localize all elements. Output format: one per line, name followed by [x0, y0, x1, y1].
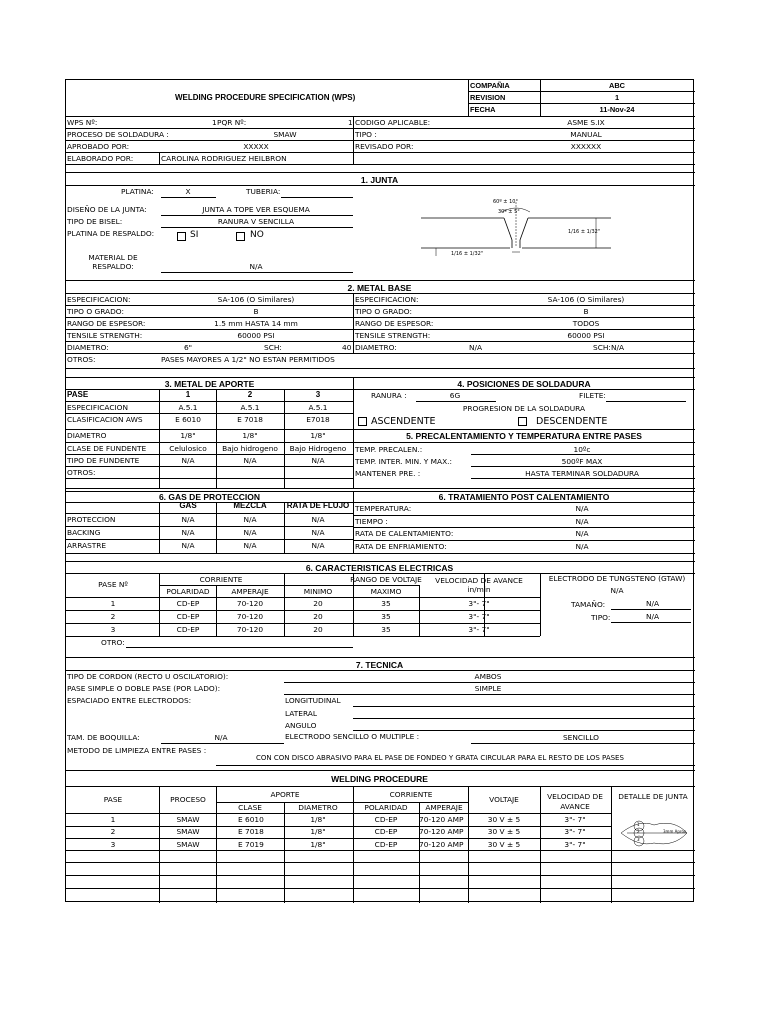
pwht-row-value: N/A: [575, 517, 589, 526]
proc-col-polarity: POLARIDAD: [364, 803, 408, 812]
gas-cell: N/A: [243, 528, 257, 537]
filler-cell: E 7018: [237, 415, 263, 424]
base-grade-value-1: B: [253, 307, 259, 316]
document-title: WELDING PROCEDURE SPECIFICATION (WPS): [175, 93, 356, 102]
pwht-row-value: N/A: [575, 529, 589, 538]
filler-pass-label: PASE: [67, 390, 89, 399]
pass-type-value: SIMPLE: [474, 684, 502, 693]
wps-sheet: [65, 79, 694, 902]
tungsten-label: ELECTRODO DE TUNGSTENO (GTAW): [548, 574, 686, 583]
proc-class: E 7019: [238, 840, 264, 849]
proc-speed: 3"- 7": [564, 840, 586, 849]
gas-cell: N/A: [243, 515, 257, 524]
proc-process: SMAW: [176, 840, 200, 849]
elec-polarity-label: POLARIDAD: [166, 587, 210, 596]
base-other-label: OTROS:: [67, 355, 96, 364]
detail-pass-1: 1: [637, 822, 640, 827]
elec-min-voltage: 20: [313, 599, 323, 608]
elec-pass: 2: [110, 612, 116, 621]
elec-polarity: CD-EP: [176, 599, 200, 608]
prepared-value: CAROLINA RODRIGUEZ HEILBRON: [161, 154, 287, 163]
proc-polarity: CD-EP: [374, 827, 398, 836]
joint-section-title: 1. JUNTA: [360, 175, 399, 185]
filler-cell: Bajo hidrogeno: [222, 444, 278, 453]
elec-min-label: MINIMO: [303, 587, 333, 596]
elec-max-label: MAXIMO: [370, 587, 402, 596]
proc-polarity: CD-EP: [374, 815, 398, 824]
tungsten-type-label: TIPO:: [591, 613, 611, 622]
nozzle-size-value: N/A: [214, 733, 228, 742]
elec-max-voltage: 35: [381, 599, 391, 608]
joint-design-value: JUNTA A TOPE VER ESQUEMA: [202, 205, 310, 214]
company-label: COMPAÑIA: [470, 81, 510, 90]
progression-label: PROGRESION DE LA SOLDADURA: [462, 404, 586, 413]
proc-amperage: 70-120 AMP: [419, 840, 464, 849]
electrode-count-value: SENCILLO: [562, 733, 600, 742]
elec-speed-label-1: VELOCIDAD DE AVANCE: [435, 576, 523, 585]
pqr-number-label: PQR Nº:: [217, 118, 247, 127]
filler-row-label: CLASIFICACION AWS: [67, 415, 143, 424]
elec-pass-label: PASE Nº: [98, 580, 128, 589]
filler-cell: Bajo Hidrogeno: [289, 444, 347, 453]
proc-speed: 3"- 7": [564, 815, 586, 824]
base-sch-value-1: 40: [342, 343, 352, 352]
bead-type-value: AMBOS: [474, 672, 502, 681]
elec-amperage: 70-120: [236, 599, 264, 608]
proc-class: E 6010: [238, 815, 264, 824]
proc-pass: 2: [110, 827, 116, 836]
gas-col-flow: RATA DE FLUJO: [286, 501, 350, 510]
filler-cell: E 6010: [175, 415, 201, 424]
backing-plate-label: PLATINA DE RESPALDO:: [67, 229, 155, 238]
wps-number-label: WPS Nº:: [67, 118, 98, 127]
gas-col-gas: GAS: [179, 501, 197, 510]
filler-cell: A.5.1: [240, 403, 260, 412]
pipe-label: TUBERIA:: [246, 187, 281, 196]
proc-class: E 7018: [238, 827, 264, 836]
base-grade-value-2: B: [583, 307, 589, 316]
proc-voltage: 30 V ± 5: [487, 840, 521, 849]
technique-section-title: 7. TECNICA: [355, 660, 404, 670]
proc-col-pass: PASE: [103, 795, 123, 804]
elec-travel-speed: 3"- 7": [468, 599, 490, 608]
approved-label: APROBADO POR:: [67, 142, 130, 151]
sketch-angle-2: 30º ± 5°: [498, 209, 520, 215]
base-tensile-label-2: TENSILE STRENGTH:: [355, 331, 431, 340]
revision-label: REVISION: [470, 93, 506, 102]
filler-row-label: OTROS:: [67, 468, 96, 477]
angle-label: ANGULO: [285, 721, 317, 730]
elec-polarity: CD-EP: [176, 625, 200, 634]
filler-section-title: 3. METAL DE APORTE: [164, 379, 255, 389]
proc-col-joint-detail: DETALLE DE JUNTA: [618, 792, 688, 801]
proc-polarity: CD-EP: [374, 840, 398, 849]
proc-col-current: CORRIENTE: [389, 790, 433, 799]
filler-cell: 1/8": [242, 431, 258, 440]
filler-row-label: CLASE DE FUNDENTE: [67, 444, 147, 453]
revision-value: 1: [614, 93, 620, 102]
bead-type-label: TIPO DE CORDON (RECTO U OSCILATORIO):: [67, 672, 229, 681]
proc-col-process: PROCESO: [170, 795, 206, 804]
base-thickness-label-1: RANGO DE ESPESOR:: [67, 319, 146, 328]
pwht-row-value: N/A: [575, 542, 589, 551]
elec-max-voltage: 35: [381, 612, 391, 621]
code-value: ASME S.IX: [567, 118, 605, 127]
gas-cell: N/A: [181, 528, 195, 537]
detail-note: 3mm Aprox: [663, 829, 687, 834]
proc-col-amperage: AMPERAJE: [425, 803, 463, 812]
pwht-section-title: 6. TRATAMIENTO POST CALENTAMIENTO: [438, 492, 610, 502]
gas-section-title: 6. GAS DE PROTECCION: [158, 492, 261, 502]
filler-pass-2: 2: [247, 390, 253, 399]
preheat-temp-value: 10ºc: [573, 445, 591, 454]
proc-col-filler: APORTE: [270, 790, 300, 799]
proc-voltage: 30 V ± 5: [487, 827, 521, 836]
base-metal-section-title: 2. METAL BASE: [347, 283, 412, 293]
proc-pass: 1: [110, 815, 116, 824]
pqr-number-value: 1: [348, 118, 353, 127]
proc-col-speed-2: AVANCE: [560, 802, 590, 811]
proc-voltage: 30 V ± 5: [487, 815, 521, 824]
proc-diameter: 1/8": [310, 815, 326, 824]
process-label: PROCESO DE SOLDADURA :: [67, 130, 169, 139]
code-label: CODIGO APLICABLE:: [355, 118, 431, 127]
groove-label: RANURA :: [371, 391, 407, 400]
joint-design-label: DISEÑO DE LA JUNTA:: [67, 205, 147, 214]
electrode-spacing-label: ESPACIADO ENTRE ELECTRODOS:: [67, 696, 192, 705]
filler-cell: Celulosico: [169, 444, 207, 453]
plate-label: PLATINA:: [121, 187, 154, 196]
base-diameter-label-1: DIAMETRO:: [67, 343, 109, 352]
groove-value: 6G: [449, 391, 461, 400]
elec-other-label: OTRO:: [101, 638, 125, 647]
reviewed-label: REVISADO POR:: [355, 142, 414, 151]
filler-cell: A.5.1: [178, 403, 198, 412]
base-spec-label-1: ESPECIFICACION:: [67, 295, 131, 304]
lateral-label: LATERAL: [285, 709, 317, 718]
base-thickness-value-2: TODOS: [572, 319, 600, 328]
elec-amperage-label: AMPERAJE: [231, 587, 269, 596]
proc-col-diameter: DIAMETRO: [298, 803, 338, 812]
company-value: ABC: [608, 81, 626, 90]
filler-cell: E7018: [306, 415, 330, 424]
procedure-section-title: WELDING PROCEDURE: [331, 774, 428, 784]
base-spec-value-2: SA-106 (O Similares): [547, 295, 625, 304]
gas-cell: N/A: [243, 541, 257, 550]
detail-pass-2: 2: [637, 829, 640, 834]
proc-amperage: 70-120 AMP: [419, 827, 464, 836]
elec-pass: 3: [110, 625, 116, 634]
preheat-section-title: 5. PRECALENTAMIENTO Y TEMPERATURA ENTRE PASES: [406, 431, 642, 441]
elec-amperage: 70-120: [236, 625, 264, 634]
gas-row-label: BACKING: [67, 528, 101, 537]
tungsten-size-label: TAMAÑO:: [571, 600, 606, 609]
detail-pass-3: 3: [637, 837, 640, 842]
upward-label: ASCENDENTE: [371, 416, 436, 427]
base-sch-value-2: N/A: [611, 343, 625, 352]
type-value: MANUAL: [570, 130, 602, 139]
filler-cell: 1/8": [180, 431, 196, 440]
proc-col-speed-1: VELOCIDAD DE: [547, 792, 603, 801]
base-grade-label-2: TIPO O GRADO:: [355, 307, 412, 316]
maintain-preheat-label: MANTENER PRE. :: [355, 469, 421, 478]
elec-min-voltage: 20: [313, 625, 323, 634]
base-diameter-value-2: N/A: [469, 343, 483, 352]
elec-pass: 1: [110, 599, 116, 608]
elec-amperage: 70-120: [236, 612, 264, 621]
proc-process: SMAW: [176, 815, 200, 824]
wps-number-value: 1: [212, 118, 217, 127]
backing-material-label-2: RESPALDO:: [92, 262, 134, 271]
bevel-value: RANURA V SENCILLA: [217, 217, 295, 226]
pwht-row-label: TIEMPO :: [355, 517, 388, 526]
sketch-gap: 1/16 ± 1/32": [568, 229, 601, 235]
elec-speed-label-2: in/min: [467, 585, 491, 594]
gas-col-mixture: MEZCLA: [233, 501, 267, 510]
proc-col-class: CLASE: [238, 803, 262, 812]
tungsten-value: N/A: [610, 586, 624, 595]
base-thickness-value-1: 1.5 mm HASTA 14 mm: [214, 319, 298, 328]
prepared-label: ELABORADO POR:: [67, 154, 134, 163]
filler-row-label: ESPECIFICACION: [67, 403, 129, 412]
proc-diameter: 1/8": [310, 827, 326, 836]
elec-voltage-label: RANGO DE VOLTAJE: [350, 575, 422, 584]
proc-speed: 3"- 7": [564, 827, 586, 836]
gas-row-label: ARRASTRE: [67, 541, 107, 550]
tungsten-size-value: N/A: [646, 599, 660, 608]
backing-no-checkbox[interactable]: [236, 232, 245, 241]
filler-pass-3: 3: [315, 390, 321, 399]
backing-yes-checkbox[interactable]: [177, 232, 186, 241]
pwht-row-label: TEMPERATURA:: [355, 504, 412, 513]
type-label: TIPO :: [355, 130, 377, 139]
gas-cell: N/A: [181, 515, 195, 524]
proc-col-voltage: VOLTAJE: [489, 795, 519, 804]
interpass-temp-value: 500ºF MAX: [561, 457, 603, 466]
gas-row-label: PROTECCION: [67, 515, 116, 524]
filler-row-label: TIPO DE FUNDENTE: [67, 456, 140, 465]
filler-cell: 1/8": [310, 431, 326, 440]
proc-diameter: 1/8": [310, 840, 326, 849]
preheat-temp-label: TEMP. PRECALEN.:: [355, 445, 423, 454]
approved-value: XXXXX: [243, 142, 269, 151]
bevel-label: TIPO DE BISEL:: [67, 217, 123, 226]
gas-cell: N/A: [311, 541, 325, 550]
base-other-value: PASES MAYORES A 1/2" NO ESTAN PERMITIDOS: [161, 355, 335, 364]
base-diameter-label-2: DIAMETRO:: [355, 343, 397, 352]
proc-pass: 3: [110, 840, 116, 849]
base-diameter-value-1: 6": [183, 343, 193, 352]
plate-value: X: [185, 187, 191, 196]
elec-max-voltage: 35: [381, 625, 391, 634]
filler-cell: N/A: [243, 456, 257, 465]
longitudinal-label: LONGITUDINAL: [285, 696, 341, 705]
base-tensile-value-1: 60000 PSI: [237, 331, 275, 340]
base-spec-value-1: SA-106 (O Similares): [217, 295, 295, 304]
pwht-row-label: RATA DE ENFRIAMIENTO:: [355, 542, 447, 551]
base-spec-label-2: ESPECIFICACION:: [355, 295, 419, 304]
process-value: SMAW: [273, 130, 297, 139]
pwht-row-value: N/A: [575, 504, 589, 513]
filler-cell: A.5.1: [308, 403, 328, 412]
base-tensile-label-1: TENSILE STRENGTH:: [67, 331, 143, 340]
filler-row-label: DIAMETRO: [67, 431, 107, 440]
proc-process: SMAW: [176, 827, 200, 836]
sketch-angle-1: 60º ± 10°: [493, 199, 518, 205]
backing-no-label: NO: [250, 230, 264, 240]
pass-type-label: PASE SIMPLE O DOBLE PASE (POR LADO):: [67, 684, 221, 693]
elec-polarity: CD-EP: [176, 612, 200, 621]
cleaning-method-label: METODO DE LIMPIEZA ENTRE PASES :: [67, 746, 207, 755]
elec-min-voltage: 20: [313, 612, 323, 621]
filler-cell: N/A: [311, 456, 325, 465]
filler-pass-1: 1: [185, 390, 191, 399]
elec-current-label: CORRIENTE: [199, 575, 243, 584]
backing-yes-label: SI: [190, 230, 199, 240]
base-thickness-label-2: RANGO DE ESPESOR:: [355, 319, 434, 328]
gas-cell: N/A: [181, 541, 195, 550]
downward-checkbox[interactable]: [518, 417, 527, 426]
pwht-row-label: RATA DE CALENTAMIENTO:: [355, 529, 454, 538]
gas-cell: N/A: [311, 515, 325, 524]
date-label: FECHA: [470, 105, 496, 114]
backing-material-value: N/A: [249, 262, 263, 271]
tungsten-type-value: N/A: [646, 612, 660, 621]
date-value: 11-Nov-24: [599, 105, 635, 114]
base-sch-label-2: SCH:: [593, 343, 611, 352]
filler-cell: N/A: [181, 456, 195, 465]
electrode-count-label: ELECTRODO SENCILLO O MULTIPLE :: [285, 732, 420, 741]
sketch-root: 1/16 ± 1/32": [451, 251, 484, 257]
elec-travel-speed: 3"- 7": [468, 612, 490, 621]
proc-amperage: 70-120 AMP: [419, 815, 464, 824]
base-grade-label-1: TIPO O GRADO:: [67, 307, 124, 316]
interpass-temp-label: TEMP. INTER. MIN. Y MAX.:: [355, 457, 453, 466]
electrical-section-title: 6. CARACTERISTICAS ELECTRICAS: [305, 563, 454, 573]
gas-cell: N/A: [311, 528, 325, 537]
upward-checkbox[interactable]: [358, 417, 367, 426]
backing-material-label-1: MATERIAL DE: [88, 253, 138, 262]
downward-label: DESCENDENTE: [536, 416, 608, 427]
base-tensile-value-2: 60000 PSI: [567, 331, 605, 340]
positions-section-title: 4. POSICIONES DE SOLDADURA: [457, 379, 591, 389]
reviewed-value: XXXXXX: [570, 142, 602, 151]
elec-travel-speed: 3"- 7": [468, 625, 490, 634]
nozzle-size-label: TAM. DE BOQUILLA:: [67, 733, 140, 742]
cleaning-method-value: CON CON DISCO ABRASIVO PARA EL PASE DE FONDEO Y GRATA CIRCULAR PARA EL RESTO DE LOS PASES: [256, 754, 624, 762]
fillet-label: FILETE:: [579, 391, 606, 400]
base-sch-label-1: SCH:: [264, 343, 282, 352]
maintain-preheat-value: HASTA TERMINAR SOLDADURA: [525, 469, 639, 478]
